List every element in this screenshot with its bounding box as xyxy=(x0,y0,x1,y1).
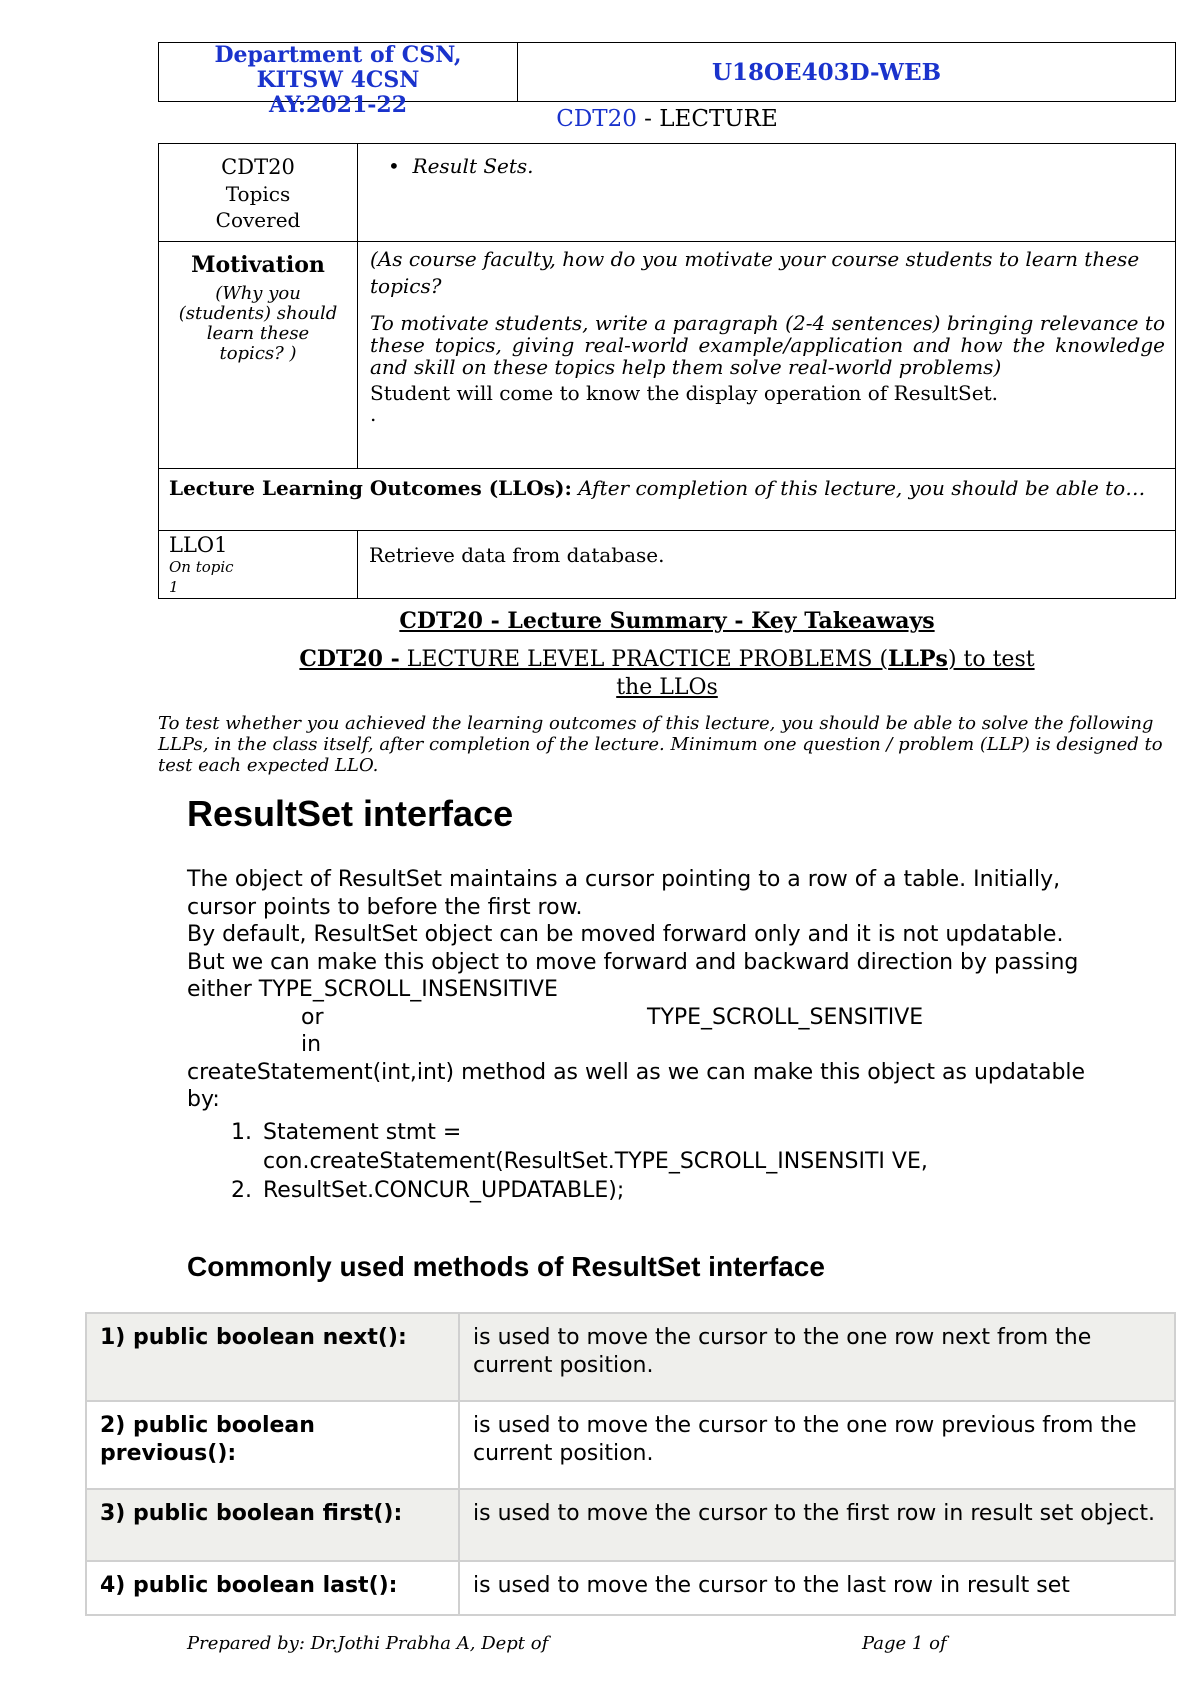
llo1-id: LLO1 xyxy=(169,533,228,557)
section-heading: ResultSet interface xyxy=(187,793,514,834)
method-desc: is used to move the cursor to the one row next from the current position. xyxy=(459,1313,1175,1401)
lecture-info-table xyxy=(158,143,1176,599)
sensitive-text: TYPE_SCROLL_SENSITIVE xyxy=(647,1004,924,1030)
llo1-text: Retrieve data from database. xyxy=(358,531,1176,599)
motivation-prompt-2: To motivate students, write a paragraph (2-4 sentences) bringing relevance to these topics, giving real-world example/application and how the knowledge and skill on these topics help them solve real-world problems) xyxy=(370,311,1165,379)
llp-end: ) to test xyxy=(947,647,1035,672)
motivation-title: Motivation xyxy=(191,252,325,278)
lecture-label: LECTURE xyxy=(659,106,778,132)
method-row xyxy=(86,1561,1175,1615)
motivation-subtitle: (Why you (students) should learn these topics? ) xyxy=(178,283,338,364)
methods-table xyxy=(85,1312,1176,1616)
topics-label-2: Covered xyxy=(215,208,301,232)
lecture-sep: - xyxy=(636,106,660,132)
footer-prepared-by: Prepared by: Dr.Jothi Prabha A, Dept of xyxy=(187,1633,549,1654)
topics-list-cell xyxy=(358,144,1176,242)
paragraph-1: The object of ResultSet maintains a cursor pointing to a row of a table. Initially, cursor points to before the first row. xyxy=(187,867,1061,920)
method-desc: is used to move the cursor to the last row in result set xyxy=(459,1561,1175,1615)
llp-bold: LLPs xyxy=(888,646,948,672)
code-line-2: 2. ResultSet.CONCUR_UPDATABLE); xyxy=(259,1176,1087,1205)
method-row xyxy=(86,1489,1175,1561)
footer-page: Page 1 of xyxy=(862,1633,947,1654)
topic-item-text: Result Sets. xyxy=(412,154,534,178)
llo-header-cell xyxy=(159,469,1176,531)
topics-label-1: Topics xyxy=(225,182,291,206)
paragraph-3: createStatement(int,int) method as well as we can make this object as updatable by: xyxy=(187,1059,1086,1112)
department-line-1: Department of CSN, xyxy=(214,42,462,68)
topics-label-cell xyxy=(159,144,358,242)
method-desc: is used to move the cursor to the first row in result set object. xyxy=(459,1489,1175,1561)
section-body xyxy=(187,866,1087,1205)
method-row xyxy=(86,1313,1175,1401)
llp-line-2: the LLOs xyxy=(616,675,718,700)
motivation-prompt-1: (As course faculty, how do you motivate your course students to learn these topics? xyxy=(370,247,1140,298)
department-cell xyxy=(159,42,518,118)
header-box xyxy=(158,42,1176,118)
method-name: 2) public boolean previous(): xyxy=(86,1401,459,1489)
method-desc: is used to move the cursor to the one row previous from the current position. xyxy=(459,1401,1175,1489)
topics-code: CDT20 xyxy=(221,155,295,179)
llo1-label-cell xyxy=(159,531,358,599)
course-code: U18OE403D-WEB xyxy=(711,58,942,86)
summary-title: CDT20 - Lecture Summary - Key Takeaways xyxy=(399,608,935,634)
llp-code: CDT20 - xyxy=(299,646,400,672)
or-line xyxy=(187,1004,1087,1032)
llo-header-bold: Lecture Learning Outcomes (LLOs): xyxy=(169,476,572,500)
method-row xyxy=(86,1401,1175,1489)
or-text: or xyxy=(301,1004,324,1030)
motivation-text-cell xyxy=(358,242,1176,469)
llo1-topic: On topic 1 xyxy=(169,558,234,596)
llo-header-italic: After completion of this lecture, you should be able to… xyxy=(578,476,1146,500)
llp-rest: LECTURE LEVEL PRACTICE PROBLEMS ( xyxy=(399,647,889,672)
lecture-code: CDT20 xyxy=(556,106,637,132)
department-line-2: KITSW 4CSN xyxy=(256,67,420,93)
method-name: 4) public boolean last(): xyxy=(86,1561,459,1615)
method-name: 3) public boolean first(): xyxy=(86,1489,459,1561)
topic-item xyxy=(388,154,1175,178)
motivation-answer-dot: . xyxy=(370,402,377,426)
methods-heading: Commonly used methods of ResultSet interface xyxy=(187,1251,825,1282)
lecture-title xyxy=(158,106,1176,132)
motivation-answer: Student will come to know the display operation of ResultSet. xyxy=(370,381,998,405)
llp-note: To test whether you achieved the learning outcomes of this lecture, you should be able to solve the following LLPs, in the class itself, after completion of the lecture. Minimum one question / problem (LLP) is designed to test each expected LLO. xyxy=(158,713,1163,776)
in-text: in xyxy=(301,1032,322,1057)
method-name: 1) public boolean next(): xyxy=(86,1313,459,1401)
bullet-icon: • xyxy=(388,154,413,178)
motivation-label-cell xyxy=(159,242,358,469)
llp-title xyxy=(158,645,1176,702)
code-line-1: 1. Statement stmt = con.createStatement(ResultSet.TYPE_SCROLL_INSENSITI VE, xyxy=(259,1118,1023,1176)
department-line-3: AY:2021-22 xyxy=(268,92,408,118)
code-list xyxy=(187,1118,1087,1205)
paragraph-2: By default, ResultSet object can be moved forward only and it is not updatable. But we can make this object to move forward and backward direction by passing either TYPE_SCROLL_INSENSITIVE xyxy=(187,922,1079,1002)
